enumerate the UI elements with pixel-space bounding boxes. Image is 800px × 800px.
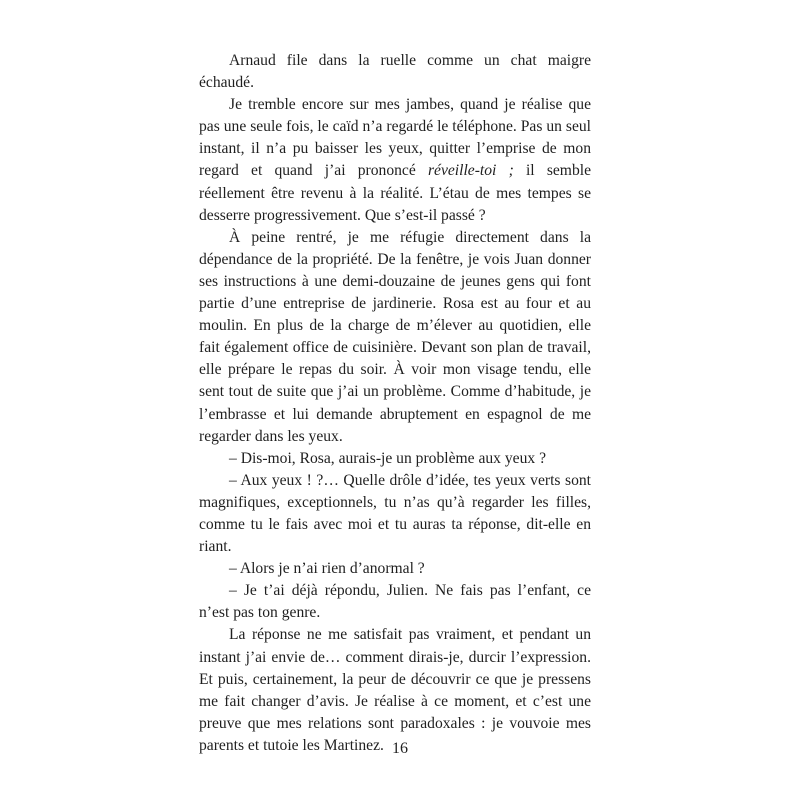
paragraph-2-start: Je tremble encore sur mes jambes, quand je réalise que pas une seule fois, le caïd n’a regardé le téléphone. Pas un seul instant, il n’a pu baisser les yeux, quitter l’emprise de mon regard et quand j’ai prononcé xyxy=(199,96,591,180)
body-text xyxy=(199,50,591,757)
paragraph-1: Arnaud file dans la ruelle comme un chat maigre échaudé. xyxy=(199,52,591,92)
paragraph-2-end: il semble réellement être revenu à la réalité. L’étau de mes tempes se desserre progressivement. Que s’est-il passé ? xyxy=(199,162,591,224)
paragraph-final: La réponse ne me satisfait pas vraiment, et pendant un instant j’ai envie de… comment dirais-je, durcir l’expression. Et puis, certainement, la peur de découvrir ce que je pressens me fait changer d’avis. Je réalise à ce moment, et c’est une preuve que mes relations sont paradoxales : je vouvoie mes parents et tutoie les Martinez. xyxy=(199,626,591,754)
paragraph-3: À peine rentré, je me réfugie directement dans la dépendance de la propriété. De la fenêtre, je vois Juan donner ses instructions à une demi-douzaine de jeunes gens qui font partie d’une entreprise de jardinerie. Rosa est au four et au moulin. En plus de la charge de m’élever au quotidien, elle fait également office de cuisinière. Devant son plan de travail, elle prépare le repas du soir. À voir mon visage tendu, elle sent tout de suite que j’ai un problème. Comme d’habitude, je l’embrasse et lui demande abruptement en espagnol de me regarder dans les yeux. xyxy=(199,228,591,445)
page-number: 16 xyxy=(392,740,408,757)
paragraph-2 xyxy=(199,94,591,227)
dialogue-line-1: – Dis-moi, Rosa, aurais-je un problème aux yeux ? xyxy=(229,449,546,467)
dialogue-line-4: – Je t’ai déjà répondu, Julien. Ne fais pas l’enfant, ce n’est pas ton genre. xyxy=(199,582,591,622)
dialogue-line-3: – Alors je n’ai rien d’anormal ? xyxy=(229,560,425,578)
italic-phrase: réveille-toi ; xyxy=(427,162,514,180)
dialogue-line-2: – Aux yeux ! ?… Quelle drôle d’idée, tes yeux verts sont magnifiques, exceptionnels, tu n’as qu’à regarder les filles, comme tu le fais avec moi et tu auras ta réponse, dit-elle en riant. xyxy=(199,471,591,556)
